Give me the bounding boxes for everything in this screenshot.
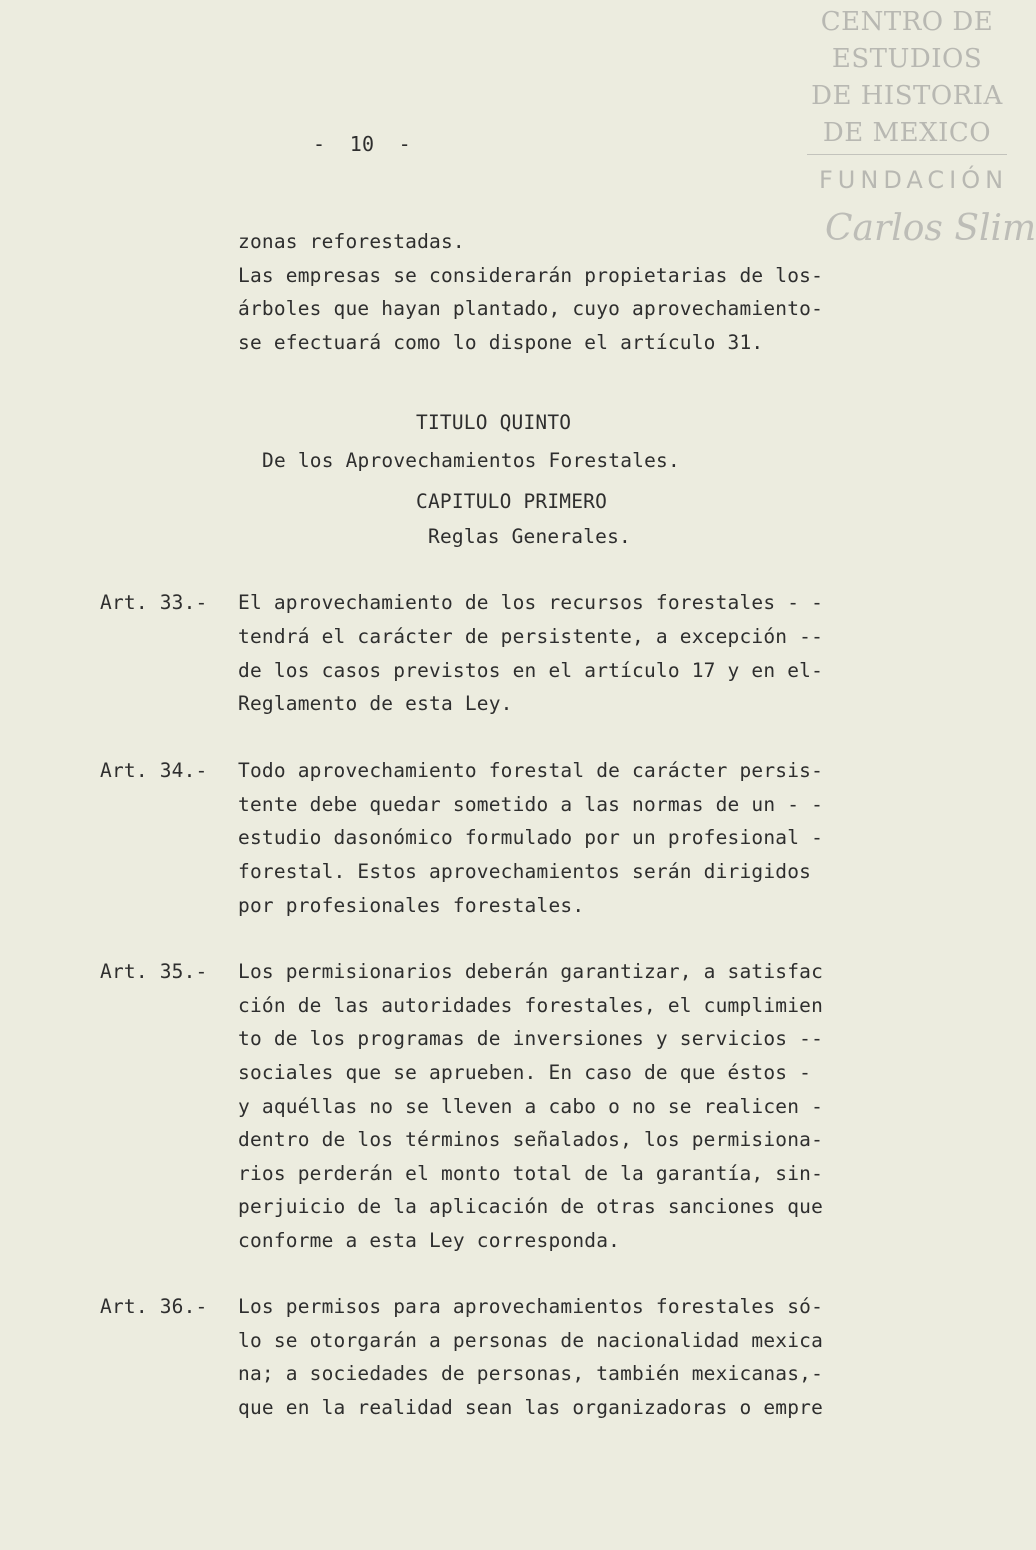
watermark-line: ESTUDIOS <box>831 44 983 74</box>
article-line: conforme a esta Ley corresponda. <box>238 1229 621 1252</box>
article-label: Art. 33.- <box>100 591 208 614</box>
article-line: y aquéllas no se lleven a cabo o no se realicen - <box>238 1095 824 1118</box>
article-line: estudio dasonómico formulado por un profesional - <box>238 826 824 849</box>
intro-line: se efectuará como lo dispone el artículo 31. <box>238 331 764 354</box>
article-line: lo se otorgarán a personas de nacionalidad mexica <box>238 1329 824 1352</box>
page-number: - 10 - <box>313 132 411 156</box>
titulo-heading: TITULO QUINTO <box>416 411 572 434</box>
intro-line: árboles que hayan plantado, cuyo aprovechamiento- <box>238 297 824 320</box>
archive-watermark <box>807 0 1036 249</box>
article-line: dentro de los términos señalados, los permisiona- <box>238 1128 824 1151</box>
watermark-line: DE HISTORIA <box>811 81 1003 111</box>
article-line: Los permisos para aprovechamientos forestales só- <box>238 1295 824 1318</box>
article-line: Los permisionarios deberán garantizar, a satisfac <box>238 960 824 983</box>
article-label: Art. 36.- <box>100 1295 208 1318</box>
article-label: Art. 34.- <box>100 759 208 782</box>
article-line: Todo aprovechamiento forestal de carácter persis- <box>238 759 824 782</box>
article-line: El aprovechamiento de los recursos forestales - - <box>238 591 824 614</box>
watermark-signature: Carlos Slim <box>825 208 1036 249</box>
article-line: por profesionales forestales. <box>238 894 585 917</box>
article-line: tente debe quedar sometido a las normas de un - - <box>238 793 824 816</box>
watermark-line: DE MEXICO <box>822 118 992 148</box>
intro-line: Las empresas se considerarán propietarias de los- <box>238 264 824 287</box>
article-line: Reglamento de esta Ley. <box>238 692 513 715</box>
article-line: que en la realidad sean las organizadoras o empre <box>238 1396 824 1419</box>
watermark-divider <box>807 154 1007 155</box>
article-line: tendrá el carácter de persistente, a excepción -- <box>238 625 824 648</box>
capitulo-subheading: Reglas Generales. <box>428 525 631 548</box>
article-line: forestal. Estos aprovechamientos serán dirigidos <box>238 860 812 883</box>
titulo-subheading: De los Aprovechamientos Forestales. <box>262 449 680 472</box>
intro-line: zonas reforestadas. <box>238 230 465 253</box>
article-line: ción de las autoridades forestales, el cumplimien <box>238 994 824 1017</box>
watermark-fundacion: FUNDACIÓN <box>819 166 1009 194</box>
article-line: rios perderán el monto total de la garantía, sin- <box>238 1162 824 1185</box>
article-line: perjuicio de la aplicación de otras sanciones que <box>238 1195 824 1218</box>
capitulo-heading: CAPITULO PRIMERO <box>416 490 608 513</box>
article-label: Art. 35.- <box>100 960 208 983</box>
article-line: de los casos previstos en el artículo 17 y en el- <box>238 659 824 682</box>
article-line: na; a sociedades de personas, también mexicanas,- <box>238 1362 824 1385</box>
article-line: to de los programas de inversiones y servicios -- <box>238 1027 824 1050</box>
article-line: sociales que se aprueben. En caso de que éstos - <box>238 1061 812 1084</box>
watermark-line: CENTRO DE <box>820 7 994 37</box>
